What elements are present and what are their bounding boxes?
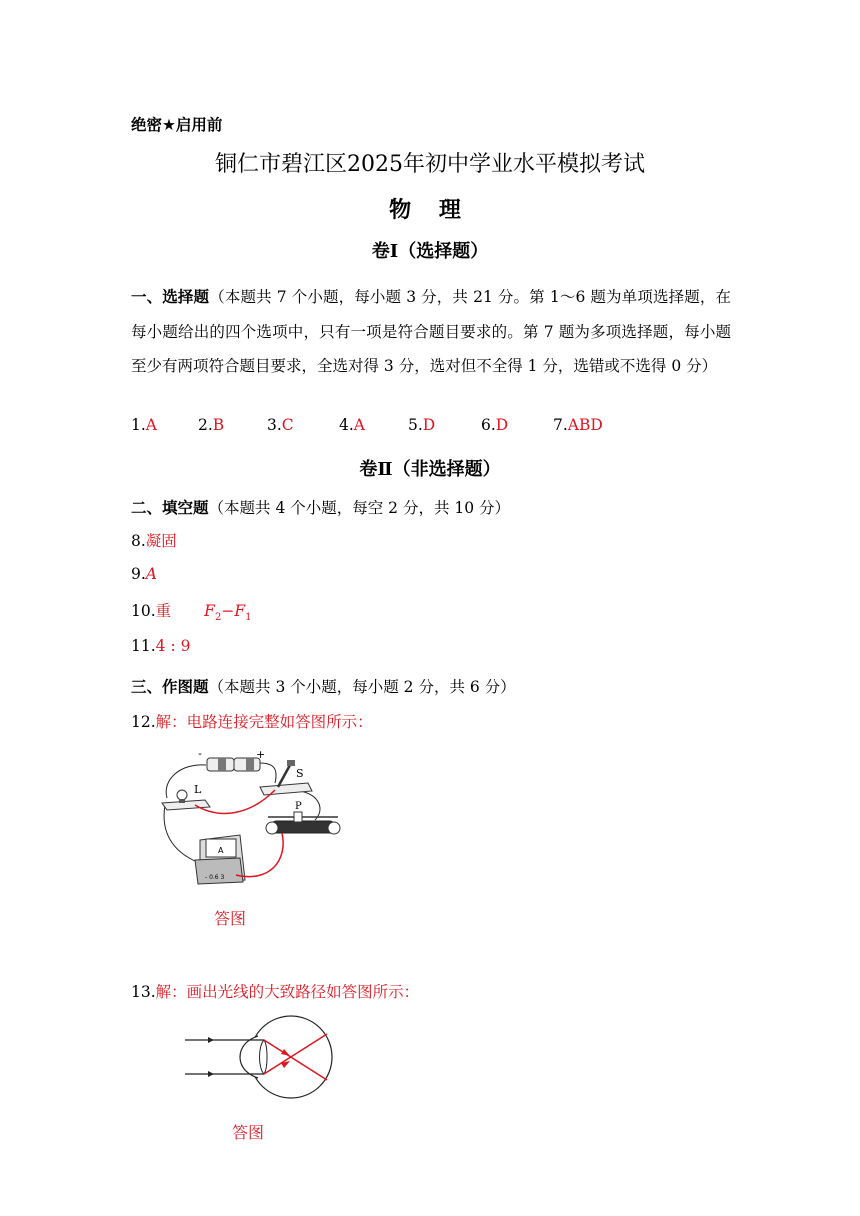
circuit-diagram bbox=[150, 745, 350, 890]
rheostat-end bbox=[266, 822, 278, 834]
switch-lever bbox=[278, 765, 290, 787]
lamp-label: L bbox=[194, 783, 202, 796]
battery-plus-label: + bbox=[256, 748, 266, 761]
switch-handle bbox=[287, 760, 295, 766]
eye-diagram bbox=[180, 1010, 340, 1110]
q11-answer bbox=[131, 637, 190, 655]
rheostat-end bbox=[328, 822, 340, 834]
rheostat-slider bbox=[294, 812, 302, 822]
battery-band bbox=[218, 758, 226, 771]
q10-f2-sub: 2 bbox=[214, 612, 222, 624]
section3-label: 三、作图题 bbox=[131, 678, 209, 696]
section1-instructions bbox=[131, 280, 731, 384]
answer-num: 5. bbox=[408, 416, 423, 434]
q9-value: A bbox=[145, 565, 157, 583]
cornea bbox=[240, 1036, 258, 1078]
slider-label: P bbox=[295, 801, 302, 812]
answer-num: 4. bbox=[339, 416, 354, 434]
wire-switch-rheostat bbox=[300, 791, 320, 820]
ammeter-terminals: - 0.6 3 bbox=[205, 874, 225, 881]
q10-f2: F bbox=[204, 602, 215, 620]
volume1-title: 卷Ⅰ（选择题） bbox=[371, 241, 489, 262]
answer-value: A bbox=[145, 416, 157, 434]
q10-f1: F bbox=[234, 602, 246, 620]
q13-num: 13. bbox=[131, 983, 156, 1001]
arrow-icon bbox=[208, 1037, 214, 1043]
q10-minus: − bbox=[221, 602, 235, 620]
wire-battery-switch bbox=[260, 763, 276, 783]
answer-value: B bbox=[212, 416, 225, 434]
battery-minus-label: - bbox=[198, 747, 202, 760]
lens bbox=[260, 1040, 268, 1074]
answer-num: 2. bbox=[198, 416, 213, 434]
answer-value: C bbox=[281, 416, 294, 434]
q9-num: 9. bbox=[131, 565, 146, 583]
subject-title: 物 理 bbox=[389, 197, 471, 223]
battery-band bbox=[246, 758, 254, 771]
q12-num: 12. bbox=[131, 713, 156, 731]
answer-value: D bbox=[422, 416, 436, 434]
section2-desc: （本题共 4 个小题，每空 2 分，共 10 分） bbox=[208, 499, 511, 517]
answer-num: 1. bbox=[131, 416, 146, 434]
q13-caption: 答图 bbox=[232, 1123, 265, 1142]
q10-value-1: 重 bbox=[155, 602, 172, 620]
answer-value: D bbox=[495, 416, 509, 434]
wire-lamp-ammeter bbox=[164, 805, 205, 865]
switch-label: S bbox=[296, 767, 304, 780]
exam-title: 铜仁市碧江区2025年初中学业水平模拟考试 bbox=[215, 152, 645, 177]
section1-label: 一、选择题 bbox=[131, 288, 210, 306]
q10-answer bbox=[131, 599, 251, 623]
volume2-title: 卷Ⅱ（非选择题） bbox=[359, 459, 501, 480]
q12-caption: 答图 bbox=[214, 909, 247, 928]
lamp-bulb bbox=[177, 790, 187, 800]
q8-answer bbox=[131, 529, 177, 551]
q11-value: 4 : 9 bbox=[155, 637, 191, 655]
secret-label: 绝密★启用前 bbox=[131, 116, 223, 134]
rheostat-coil bbox=[272, 821, 334, 833]
q10-num: 10. bbox=[131, 602, 156, 620]
arrow-icon bbox=[208, 1071, 214, 1077]
section1-desc: （本题共 7 个小题，每小题 3 分，共 21 分。第 1～6 题为单项选择题，在每小题给出的四个选项中，只有一项是符合题目要求的。第 7 题为多项选择题，每小题至少有两项符合题目要求，全选对得 3 分，选对但不全得 1 分，选错或不选得 0 分） bbox=[131, 288, 731, 375]
answer-value: A bbox=[353, 416, 365, 434]
q10-value-2 bbox=[204, 602, 252, 624]
answer-num: 6. bbox=[481, 416, 496, 434]
section2-label: 二、填空题 bbox=[131, 499, 209, 517]
switch-base bbox=[260, 783, 312, 795]
q8-value: 凝固 bbox=[145, 532, 177, 550]
section3-heading bbox=[131, 675, 516, 697]
answer-num: 3. bbox=[267, 416, 282, 434]
q13-answer bbox=[131, 980, 419, 1002]
q12-text: 解：电路连接完整如答图所示： bbox=[155, 713, 373, 731]
section2-heading bbox=[131, 496, 510, 518]
q10-f1-sub: 1 bbox=[245, 612, 252, 624]
q12-answer bbox=[131, 710, 373, 732]
q9-answer bbox=[131, 565, 157, 583]
ammeter-label: A bbox=[218, 846, 224, 855]
q8-num: 8. bbox=[131, 532, 146, 550]
q13-text: 解：画出光线的大致路径如答图所示： bbox=[155, 983, 420, 1001]
section3-desc: （本题共 3 个小题，每小题 2 分，共 6 分） bbox=[208, 678, 516, 696]
answer-num: 7. bbox=[553, 416, 568, 434]
q11-num: 11. bbox=[131, 637, 156, 655]
lamp-socket bbox=[179, 799, 185, 803]
answer-value: ABD bbox=[567, 416, 603, 434]
mc-answers bbox=[131, 416, 603, 434]
